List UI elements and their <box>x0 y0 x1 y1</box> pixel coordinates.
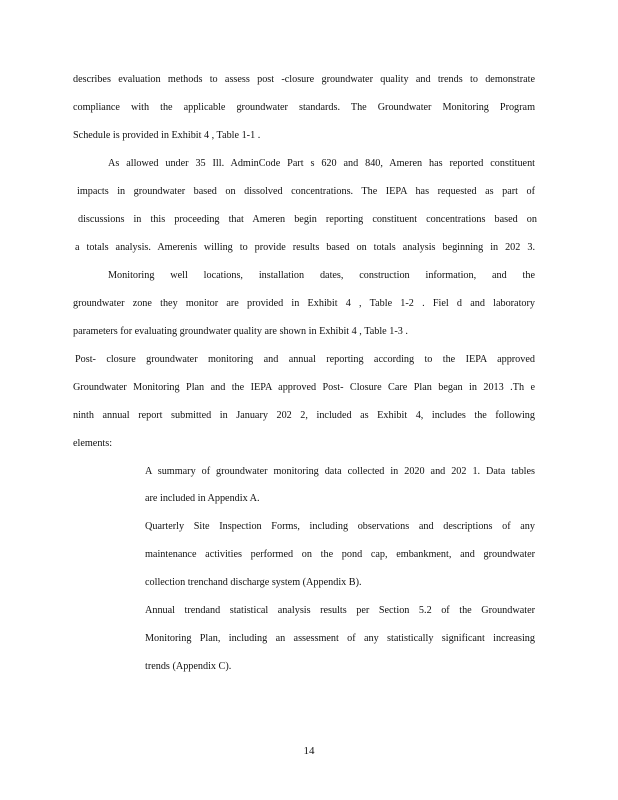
bullet-2-line-1: Quarterly Site Inspection Forms, including observations and descriptions of any <box>145 521 535 532</box>
paragraph-3-line-1: Monitoring well locations, installation dates, construction information, and the <box>108 270 535 281</box>
paragraph-4-line-3: ninth annual report submitted in January 202 2, included as Exhibit 4, includes the following <box>73 410 535 421</box>
page-number: 14 <box>303 745 315 757</box>
bullet-3-line-3: trends (Appendix C). <box>145 661 232 672</box>
paragraph-2-line-1: As allowed under 35 Ill. AdminCode Part s 620 and 840, Ameren has reported constituent <box>108 158 535 169</box>
paragraph-2-line-3: discussions in this proceeding that Ameren begin reporting constituent concentrations based on <box>78 214 537 225</box>
paragraph-3-line-3: parameters for evaluating groundwater quality are shown in Exhibit 4 , Table 1-3 . <box>73 326 408 337</box>
paragraph-1-line-1: describes evaluation methods to assess post -closure groundwater quality and trends to demonstrate <box>73 74 535 85</box>
paragraph-1-line-2: compliance with the applicable groundwater standards. The Groundwater Monitoring Program <box>73 102 535 113</box>
bullet-1-line-2: are included in Appendix A. <box>145 493 260 504</box>
bullet-1-line-1: A summary of groundwater monitoring data collected in 2020 and 202 1. Data tables <box>145 466 535 477</box>
bullet-3-line-2: Monitoring Plan, including an assessment of any statistically significant increasing <box>145 633 535 644</box>
bullet-2-line-3: collection trenchand discharge system (Appendix B). <box>145 577 362 588</box>
paragraph-4-line-2: Groundwater Monitoring Plan and the IEPA approved Post- Closure Care Plan began in 2013 .Th e <box>73 382 535 393</box>
paragraph-2-line-4: a totals analysis. Amerenis willing to provide results based on totals analysis beginning in 202 3. <box>75 242 535 253</box>
paragraph-1-line-3: Schedule is provided in Exhibit 4 , Table 1-1 . <box>73 130 261 141</box>
paragraph-4-line-4: elements: <box>73 438 113 449</box>
bullet-2-line-2: maintenance activities performed on the pond cap, embankment, and groundwater <box>145 549 535 560</box>
paragraph-3-line-2: groundwater zone they monitor are provided in Exhibit 4 , Table 1-2 . Fiel d and laboratory <box>73 298 535 309</box>
paragraph-2-line-2: impacts in groundwater based on dissolved concentrations. The IEPA has requested as part of <box>77 186 535 197</box>
bullet-3-line-1: Annual trendand statistical analysis results per Section 5.2 of the Groundwater <box>145 605 535 616</box>
paragraph-4-line-1: Post- closure groundwater monitoring and annual reporting according to the IEPA approved <box>75 354 535 365</box>
